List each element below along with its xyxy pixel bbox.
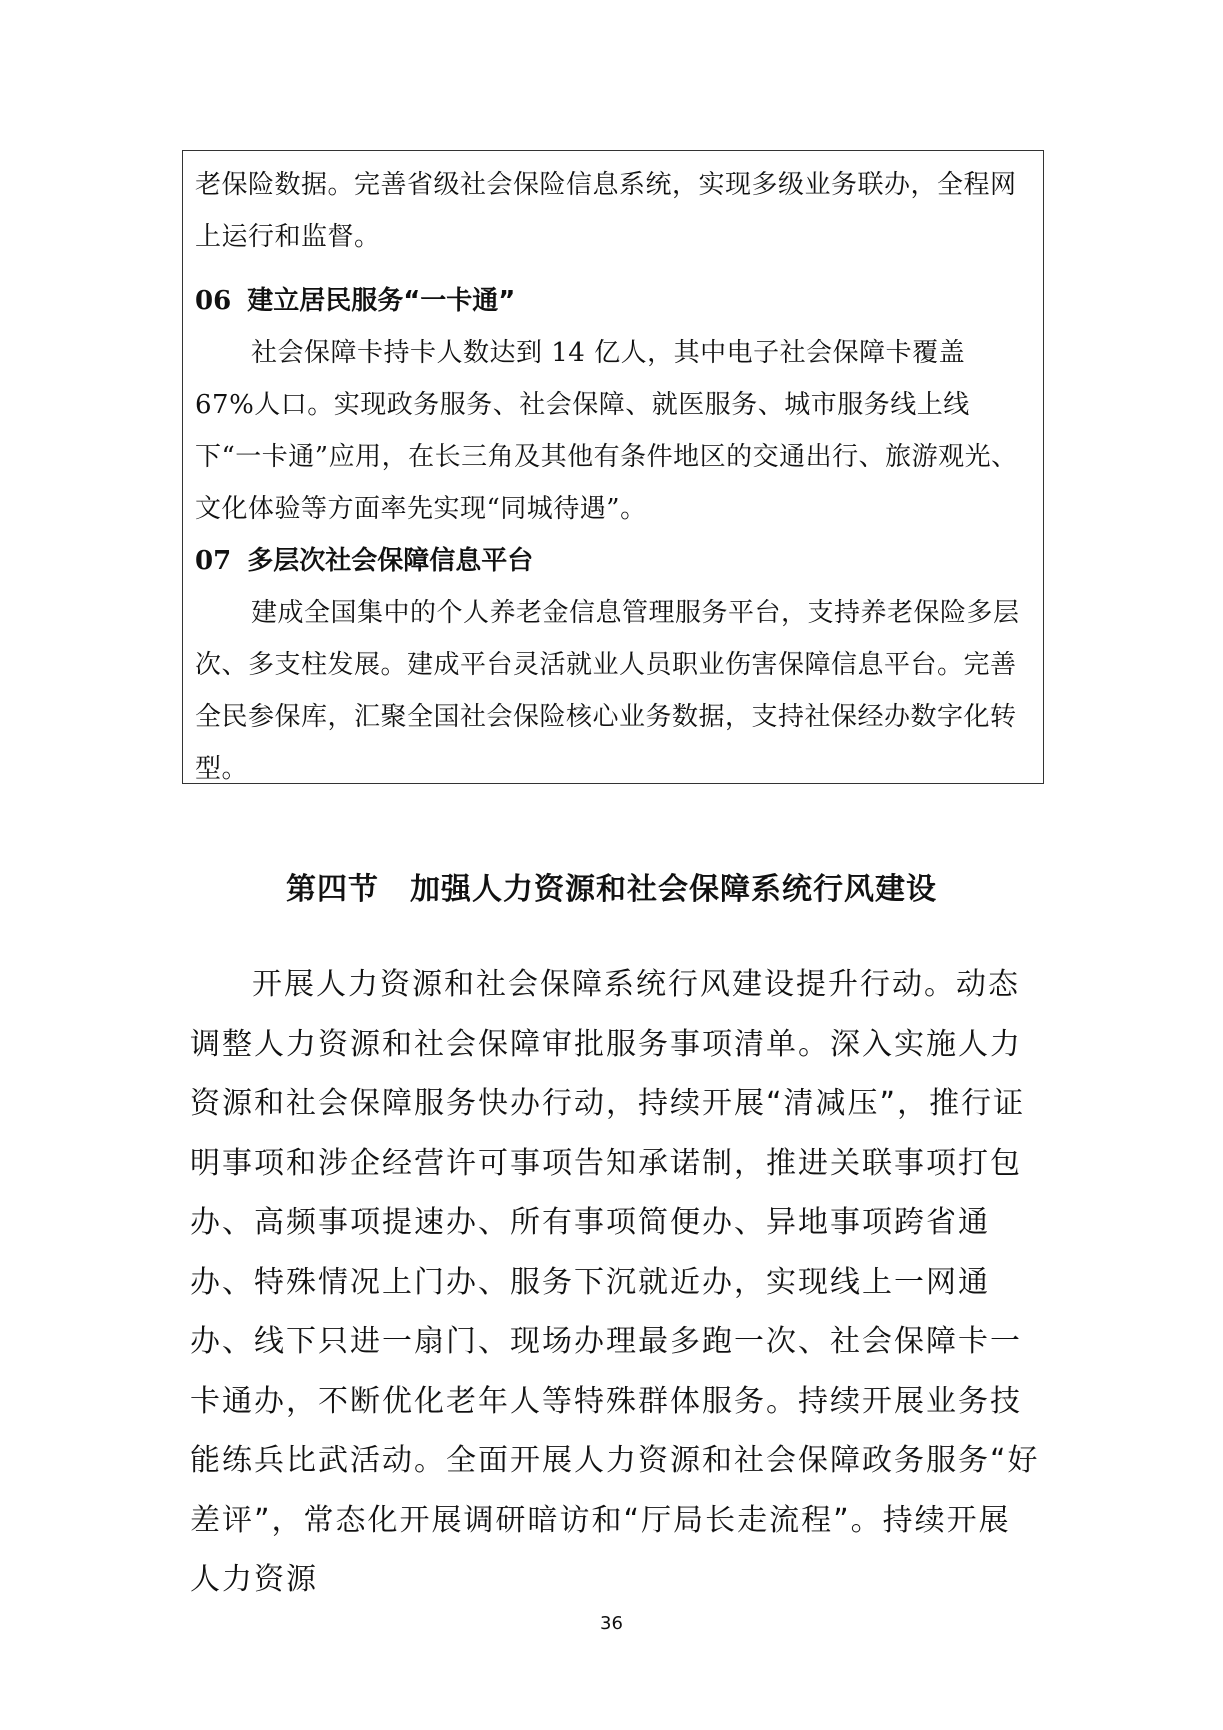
item-06-number: 06 xyxy=(195,286,232,316)
item-06-body: 社会保障卡持卡人数达到 14 亿人，其中电子社会保障卡覆盖 67%人口。实现政务服务、社会保障、就医服务、城市服务线上线下“一卡通”应用，在长三角及其他有条件地区的交通出行、旅游观光、文化体验等方面率先实现“同城待遇”。 xyxy=(195,338,1018,524)
item-07-body: 建成全国集中的个人养老金信息管理服务平台，支持养老保险多层次、多支柱发展。建成平台灵活就业人员职业伤害保障信息平台。完善全民参保库，汇聚全国社会保险核心业务数据，支持社保经办数字化转型。 xyxy=(195,598,1020,784)
item-06-heading xyxy=(195,275,1031,327)
item-07-number: 07 xyxy=(195,546,232,576)
item-07-title: 多层次社会保障信息平台 xyxy=(247,546,534,576)
page-number: 36 xyxy=(600,1613,623,1634)
section-body-paragraph: 开展人力资源和社会保障系统行风建设提升行动。动态调整人力资源和社会保障审批服务事项清单。深入实施人力资源和社会保障服务快办行动，持续开展“清减压”，推行证明事项和涉企经营许可事项告知承诺制，推进关联事项打包办、高频事项提速办、所有事项简便办、异地事项跨省通办、特殊情况上门办、服务下沉就近办，实现线上一网通办、线下只进一扇门、现场办理最多跑一次、社会保障卡一卡通办，不断优化老年人等特殊群体服务。持续开展业务技能练兵比武活动。全面开展人力资源和社会保障政务服务“好差评”，常态化开展调研暗访和“厅局长走流程”。持续开展人力资源 xyxy=(190,967,1040,1597)
item-07-heading xyxy=(195,535,1031,587)
section-title: 第四节 加强人力资源和社会保障系统行风建设 xyxy=(286,872,937,907)
box-continued-text: 老保险数据。完善省级社会保险信息系统，实现多级业务联办，全程网上运行和监督。 xyxy=(195,170,1017,252)
item-06-title: 建立居民服务“一卡通” xyxy=(247,286,516,316)
boxed-projects-panel xyxy=(182,150,1044,784)
